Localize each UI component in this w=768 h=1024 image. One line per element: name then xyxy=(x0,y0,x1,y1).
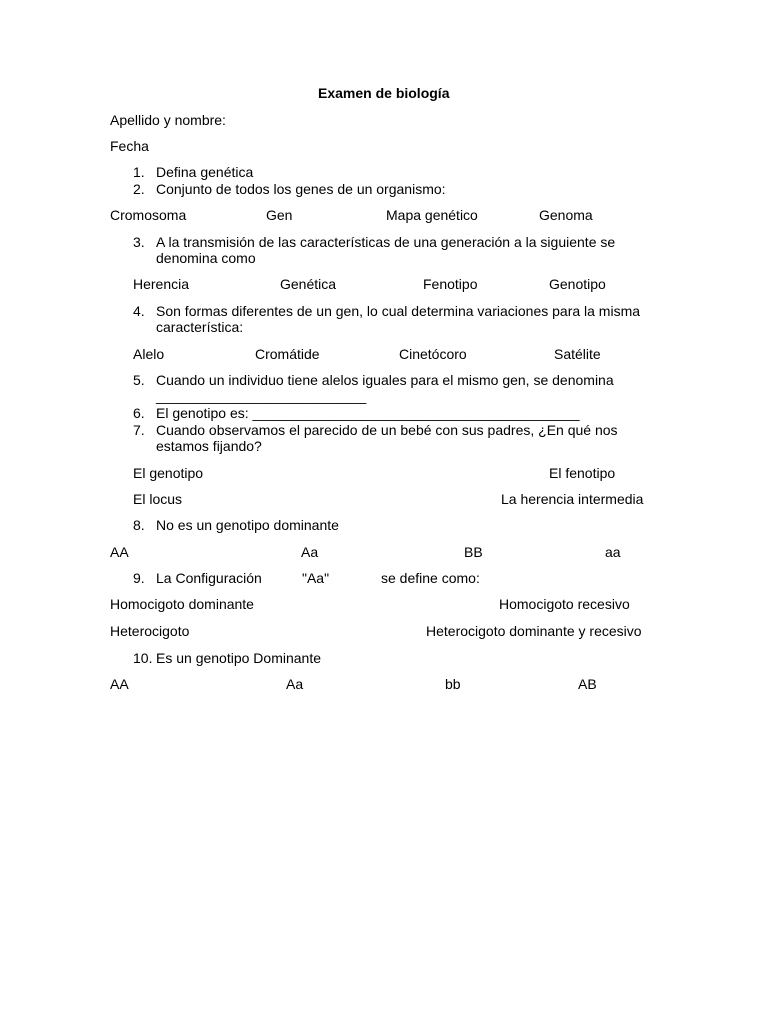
question-7-option: El locus xyxy=(133,491,183,507)
question-1-text: Defina genética xyxy=(156,164,254,180)
question-8-option: Aa xyxy=(301,544,319,560)
question-8-number: 8. xyxy=(133,517,145,533)
question-7-number: 7. xyxy=(133,422,145,438)
question-2-option: Genoma xyxy=(539,207,593,223)
question-10-text: Es un genotipo Dominante xyxy=(156,650,321,666)
question-6-text: El genotipo es: __________________________________________ xyxy=(156,405,580,421)
question-9-text-after: se define como: xyxy=(381,570,480,586)
question-5-answer-blank: ___________________________ xyxy=(156,388,367,404)
question-10-option: AB xyxy=(578,676,597,692)
question-8-option: BB xyxy=(464,544,483,560)
name-label: Apellido y nombre: xyxy=(110,112,226,128)
question-2-option: Gen xyxy=(266,207,293,223)
question-5-number: 5. xyxy=(133,372,145,388)
question-7-option: El fenotipo xyxy=(549,465,616,481)
question-3-option: Herencia xyxy=(133,276,190,292)
question-6-number: 6. xyxy=(133,405,145,421)
page-title: Examen de biología xyxy=(318,85,450,101)
question-9-number: 9. xyxy=(133,570,145,586)
question-8-option: aa xyxy=(605,544,621,560)
question-4-option: Satélite xyxy=(554,346,601,362)
question-4-number: 4. xyxy=(133,303,145,319)
question-3-text: A la transmisión de las características de una generación a la siguiente se denomina como xyxy=(156,234,616,266)
question-2-option: Cromosoma xyxy=(110,207,187,223)
question-2-text: Conjunto de todos los genes de un organismo: xyxy=(156,181,446,197)
question-9-option: Heterocigoto xyxy=(110,623,190,639)
question-10-number: 10. xyxy=(133,650,153,666)
question-9-text: La Configuración xyxy=(156,570,262,586)
question-8-option: AA xyxy=(110,544,129,560)
question-10-option: AA xyxy=(110,676,129,692)
date-label: Fecha xyxy=(110,138,149,154)
question-1-number: 1. xyxy=(133,164,145,180)
question-7-text: Cuando observamos el parecido de un bebé con sus padres, ¿En qué nos estamos fijando? xyxy=(156,422,618,454)
question-4-option: Cromátide xyxy=(255,346,320,362)
question-4-option: Cinetócoro xyxy=(399,346,467,362)
question-4-option: Alelo xyxy=(133,346,165,362)
question-9-option: Homocigoto recesivo xyxy=(499,596,630,612)
question-3-option: Genética xyxy=(280,276,337,292)
question-10-option: bb xyxy=(445,676,461,692)
question-8-text: No es un genotipo dominante xyxy=(156,517,339,533)
question-4-text: Son formas diferentes de un gen, lo cual determina variaciones para la misma característica: xyxy=(156,303,641,335)
question-3-option: Fenotipo xyxy=(423,276,478,292)
question-10-option: Aa xyxy=(286,676,304,692)
question-9-genotype: "Aa" xyxy=(302,570,330,586)
question-7-option: El genotipo xyxy=(133,465,204,481)
question-3-number: 3. xyxy=(133,234,145,250)
question-3-option: Genotipo xyxy=(549,276,606,292)
question-5-text: Cuando un individuo tiene alelos iguales para el mismo gen, se denomina xyxy=(156,372,614,388)
question-2-option: Mapa genético xyxy=(386,207,478,223)
question-7-option: La herencia intermedia xyxy=(501,491,644,507)
question-9-option: Homocigoto dominante xyxy=(110,596,254,612)
question-2-number: 2. xyxy=(133,181,145,197)
question-9-option: Heterocigoto dominante y recesivo xyxy=(426,623,642,639)
